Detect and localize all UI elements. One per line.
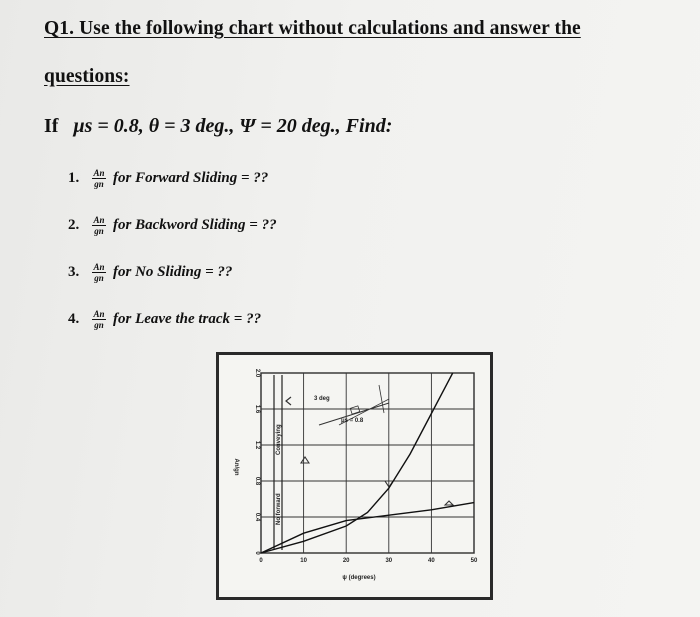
x-axis-label: ψ (degrees) [342,575,376,581]
ratio-fraction [92,309,106,330]
question-item-1 [68,163,268,193]
y-tick-label: 0 [254,551,260,555]
x-tick-label: 0 [259,558,263,564]
question-item-3 [68,257,232,287]
question-item-4 [68,304,261,334]
item-number: 1. [68,169,80,186]
fraction-numerator: An [93,261,105,272]
fraction-denominator: gn [94,272,104,283]
y-tick-label: 1.2 [254,440,260,450]
given-conditions [44,115,392,138]
x-tick-label: 40 [428,558,435,564]
fraction-denominator: gn [94,225,104,236]
y-tick-label: 0.4 [254,512,260,522]
region-label-no-forward: No forward [276,493,282,525]
sliding-chart [216,352,493,600]
x-tick-label: 20 [342,558,350,564]
x-tick-label: 30 [385,558,393,564]
question-title-continuation: questions: [44,66,130,87]
x-tick-label: 10 [300,558,307,564]
item-text: for No Sliding = ?? [113,263,233,280]
x-tick-label: 50 [470,558,478,564]
region-label-conveying: Conveying [276,424,282,455]
ratio-fraction [92,262,106,283]
y-axis-label: An/gn [233,458,239,476]
ratio-fraction [92,168,106,189]
annotation-mu: μs = 0.8 [341,418,364,424]
item-text: for Backword Sliding = ?? [113,216,277,233]
item-number: 2. [68,216,80,233]
y-tick-label: 0.8 [254,476,260,486]
arrow-left-icon [286,397,291,405]
given-condition: μs = 0.8, θ = 3 deg., Ψ = 20 deg., Find: [73,115,393,137]
item-text: for Leave the track = ?? [113,310,262,327]
y-tick-label: 1.6 [254,404,260,414]
series-line-2 [261,503,474,553]
fraction-numerator: An [93,214,105,225]
item-number: 3. [68,263,80,280]
question-item-2 [68,210,277,240]
arrow-up-icon [301,457,309,463]
fraction-denominator: gn [94,178,104,189]
y-tick-label: 2.0 [254,368,260,378]
item-number: 4. [68,310,80,327]
annotation-3deg: 3 deg [314,396,330,402]
item-text: for Forward Sliding = ?? [113,169,269,186]
inclined-plane-inset [314,385,389,425]
fraction-numerator: An [93,308,105,319]
plot-frame [261,373,474,553]
fraction-denominator: gn [94,319,104,330]
arrow-up-icon [445,501,453,505]
question-title: Q1. Use the following chart without calculations and answer the [44,18,581,39]
ratio-fraction [92,215,106,236]
fraction-numerator: An [93,167,105,178]
given-prefix: If [44,115,59,137]
series-line-1 [261,373,453,553]
chart-svg [219,355,490,597]
